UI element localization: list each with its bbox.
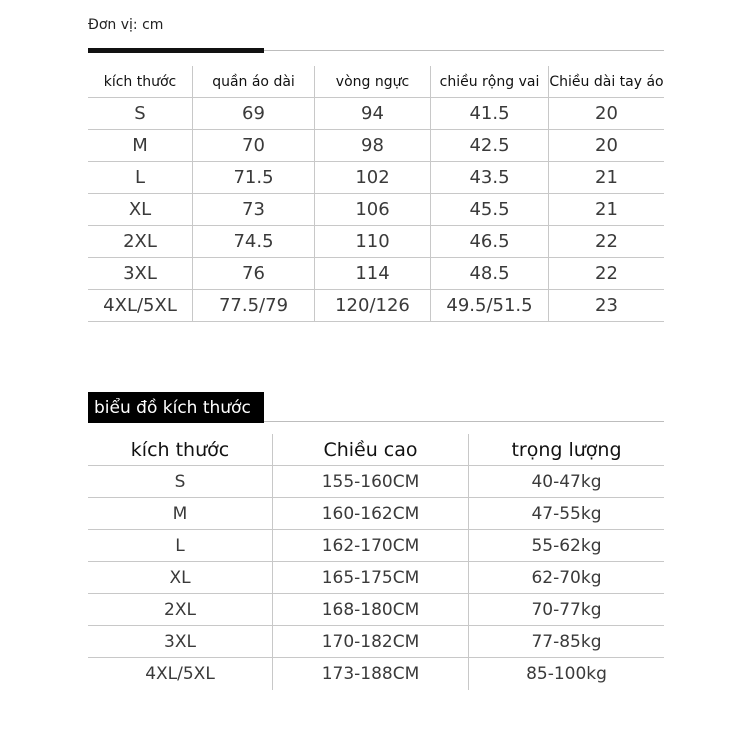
table-cell: 49.5/51.5 [430,290,548,322]
table-cell: 76 [192,258,314,290]
table-cell: L [88,162,192,194]
table-header-row [88,434,664,466]
table-cell: 77-85kg [468,626,664,658]
table-cell: 2XL [88,226,192,258]
table-cell: 21 [548,194,664,226]
table-cell: XL [88,562,272,594]
table-cell: 98 [314,130,430,162]
table-cell: M [88,130,192,162]
table-row [88,658,664,690]
size-chart-title: biểu đồ kích thước [88,392,264,423]
table-cell: 21 [548,162,664,194]
table-cell: 94 [314,98,430,130]
table-row [88,466,664,498]
column-header: kích thước [88,66,192,98]
table-row [88,530,664,562]
size-chart-table [88,434,664,690]
measurement-table [88,66,664,322]
table-row [88,594,664,626]
table-cell: 102 [314,162,430,194]
table-row [88,226,664,258]
table-cell: 155-160CM [272,466,468,498]
table-cell: 85-100kg [468,658,664,690]
table-cell: 62-70kg [468,562,664,594]
table-cell: 55-62kg [468,530,664,562]
table-cell: S [88,466,272,498]
table-cell: 22 [548,258,664,290]
table-cell: 165-175CM [272,562,468,594]
table-cell: S [88,98,192,130]
column-header: kích thước [88,434,272,466]
table-cell: 70 [192,130,314,162]
table-row [88,290,664,322]
table-row [88,258,664,290]
table-cell: 22 [548,226,664,258]
table-cell: 4XL/5XL [145,664,215,684]
column-header: Chiều cao [272,434,468,466]
table-cell: XL [88,194,192,226]
table-cell: 168-180CM [272,594,468,626]
table-cell: 43.5 [430,162,548,194]
table-cell: 48.5 [430,258,548,290]
table-cell: 20 [548,130,664,162]
column-header: quần áo dài [192,66,314,98]
table-cell: 41.5 [430,98,548,130]
table-cell: 3XL [88,258,192,290]
table-cell: 77.5/79 [192,290,314,322]
table-cell: 71.5 [192,162,314,194]
column-header: trọng lượng [468,434,664,466]
table-cell: 74.5 [192,226,314,258]
table-row [88,498,664,530]
table-row [88,562,664,594]
table-cell: 160-162CM [272,498,468,530]
table-cell: 73 [192,194,314,226]
table-cell: 23 [548,290,664,322]
table-cell: 170-182CM [272,626,468,658]
table-row [88,98,664,130]
table-cell: 42.5 [430,130,548,162]
column-header: Chiều dài tay áo [548,66,664,98]
table-cell: 46.5 [430,226,548,258]
table-cell: 162-170CM [272,530,468,562]
table-cell: 2XL [88,594,272,626]
title-rule [264,421,664,422]
table-row [88,130,664,162]
table-row [88,194,664,226]
table-cell: 47-55kg [468,498,664,530]
table-cell: 114 [314,258,430,290]
table-cell: 45.5 [430,194,548,226]
table-row [88,626,664,658]
table-cell: 173-188CM [272,658,468,690]
column-header: chiều rộng vai [430,66,548,98]
table-row [88,162,664,194]
table-cell: 4XL/5XL [88,290,192,322]
table-cell: 120/126 [314,290,430,322]
header-rule-thick [88,48,264,53]
unit-label: Đơn vị: cm [88,17,164,33]
table-cell: M [88,498,272,530]
table-cell: 20 [548,98,664,130]
table-cell: 110 [314,226,430,258]
table-cell: L [88,530,272,562]
table-cell: 40-47kg [468,466,664,498]
table-header-row [88,66,664,98]
header-rule-thin [264,50,664,51]
table-cell: 106 [314,194,430,226]
column-header: vòng ngực [314,66,430,98]
table-cell: 3XL [88,626,272,658]
table-cell: 69 [192,98,314,130]
table-cell: 70-77kg [468,594,664,626]
